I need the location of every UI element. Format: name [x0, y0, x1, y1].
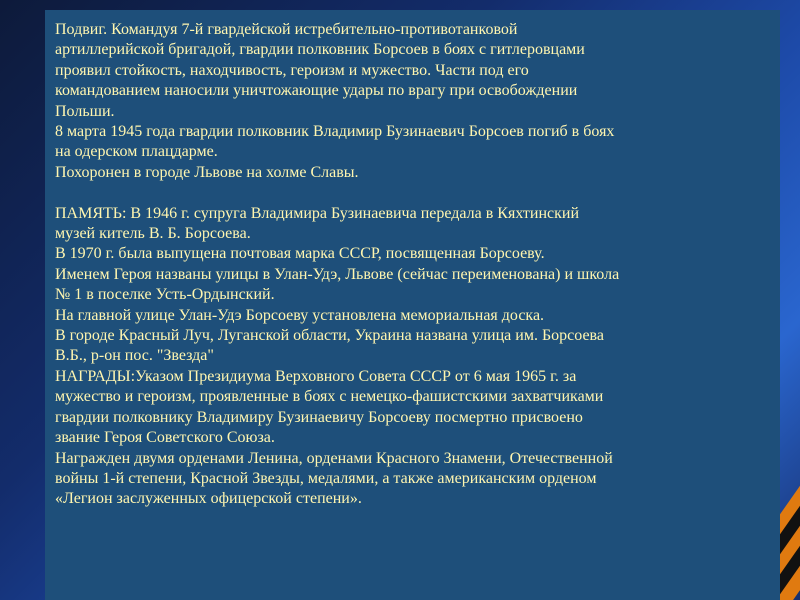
text-line: НАГРАДЫ:Указом Президиума Верховного Совета СССР от 6 мая 1965 г. за: [55, 367, 577, 385]
text-line: командованием наносили уничтожающие удары по врагу при освобождении: [55, 82, 578, 100]
paragraph-spacer: [55, 183, 770, 203]
text-line: проявил стойкость, находчивость, героизм и мужество. Части под его: [55, 61, 529, 79]
text-line: музей китель В. Б. Борсоева.: [55, 225, 251, 243]
text-line: Подвиг. Командуя 7-й гвардейской истребительно-противотанковой: [55, 21, 518, 38]
text-line: В.Б., р-он пос. "Звезда": [55, 347, 214, 365]
text-line: звание Героя Советского Союза.: [55, 429, 275, 447]
text-line: Награжден двумя орденами Ленина, орденами Красного Знамени, Отечественной: [55, 449, 613, 467]
text-line: 8 марта 1945 года гвардии полковник Владимир Бузинаевич Борсоев погиб в боях: [55, 123, 615, 141]
text-line: мужество и героизм, проявленные в боях с немецко-фашистскими захватчиками: [55, 388, 604, 406]
biography-text: [55, 20, 770, 510]
text-line: Похоронен в городе Львове на холме Славы.: [55, 163, 359, 181]
text-line: № 1 в поселке Усть-Ордынский.: [55, 286, 275, 304]
text-line: «Легион заслуженных офицерской степени».: [55, 490, 362, 508]
text-line: гвардии полковнику Владимиру Бузинаевичу Борсоеву посмертно присвоено: [55, 408, 583, 426]
text-line: На главной улице Улан-Удэ Борсоеву установлена мемориальная доска.: [55, 306, 545, 324]
text-line: В 1970 г. была выпущена почтовая марка СССР, посвященная Борсоеву.: [55, 245, 545, 263]
text-line: Именем Героя названы улицы в Улан-Удэ, Львове (сейчас переименована) и школа: [55, 265, 620, 283]
text-line: на одерском плацдарме.: [55, 143, 218, 161]
text-line: ПАМЯТЬ: В 1946 г. супруга Владимира Бузинаевича передала в Кяхтинский: [55, 204, 580, 222]
text-line: войны 1-й степени, Красной Звезды, медалями, а также американским орденом: [55, 469, 597, 487]
text-line: В городе Красный Луч, Луганской области, Украина названа улица им. Борсоева: [55, 327, 604, 345]
text-line: Польши.: [55, 102, 115, 120]
text-line: артиллерийской бригадой, гвардии полковник Борсоев в боях с гитлеровцами: [55, 41, 585, 59]
text-panel: [45, 10, 780, 600]
